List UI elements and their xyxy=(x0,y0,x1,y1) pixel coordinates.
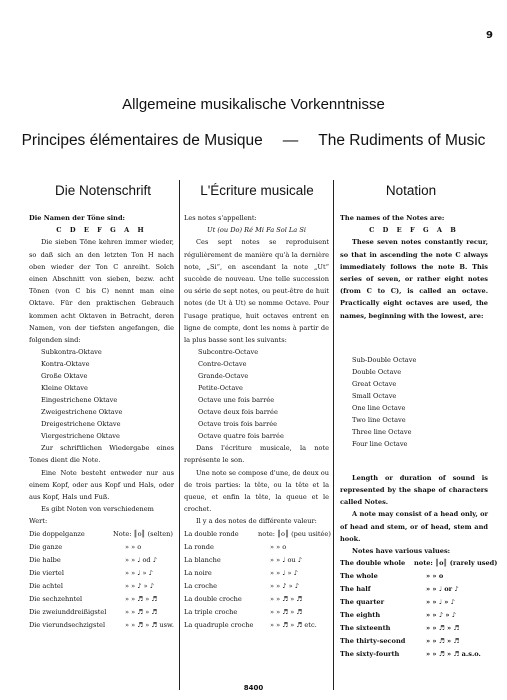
octave-name: Octave trois fois barrée xyxy=(198,420,278,429)
note-symbol: » » ♬ » ♬ xyxy=(125,594,158,603)
octave-name: Three line Octave xyxy=(352,427,412,436)
note-letters: Ut (ou Do) Ré Mi Fa Sol La Si xyxy=(207,226,306,235)
octave-name: Große Oktave xyxy=(41,372,88,381)
octave-name: Great Octave xyxy=(352,379,397,388)
paragraph-octave: Ces sept notes se reproduisent régulièrement de manière qu'à la dernière note, „Si“, en ascendant la note „Ut“ succède de nouveau. Une telle succession ou série de sept notes, ou peut-être de huit notes (de Ut à Ut) se nomme Octave. Pour l'usage pratique, huit octaves entrent en ligne de compte, dont les noms à partir de la plus basse sont les suivants: xyxy=(184,238,329,345)
note-symbol: note: ║o║ (rarely used) xyxy=(414,559,498,568)
title-french: Principes élémentaires de Musique xyxy=(21,132,263,149)
note-value-name: La blanche xyxy=(184,555,221,564)
note-symbol: » » ♩ or ♪ xyxy=(426,585,459,594)
title-german: Allgemeine musikalische Vorkenntnisse xyxy=(122,96,385,113)
column-english xyxy=(340,212,498,661)
paragraph-parts: Eine Note besteht entweder nur aus einem Kopf, oder aus Kopf und Hals, oder aus Kopf, Hals und Fuß. xyxy=(29,468,174,502)
column-divider-2 xyxy=(333,180,334,690)
note-value-name: Die ganze xyxy=(29,542,63,551)
note-value-name: The double whole xyxy=(340,559,406,568)
paragraph-parts: Une note se compose d'une, de deux ou de trois parties: la tête, ou la tête et la queue, et enfin la tête, la queue et le crochet. xyxy=(184,468,329,514)
note-symbol: » » ♩ ou ♪ xyxy=(270,555,302,564)
octave-name: Double Octave xyxy=(352,367,402,376)
note-symbol: » » ♬ » ♬ usw. xyxy=(125,620,174,629)
note-symbol: » » o xyxy=(125,542,142,551)
note-symbol: » » ♬ » ♬ xyxy=(426,637,460,646)
note-symbol: » » ♬ » ♬ xyxy=(125,607,158,616)
octave-name: Eingestrichene Oktave xyxy=(41,396,118,405)
note-symbol: » » ♬ » ♬ xyxy=(270,594,303,603)
note-value-name: The thirty-second xyxy=(340,637,406,646)
octave-name: Sub-Double Octave xyxy=(352,355,417,364)
note-value-name: Die zweiunddreißigstel xyxy=(29,607,107,616)
octave-name: Kontra-Oktave xyxy=(41,360,90,369)
octave-name: One line Octave xyxy=(352,403,406,412)
note-value-name: The sixty-fourth xyxy=(340,650,400,659)
octave-name: Four line Octave xyxy=(352,439,408,448)
octave-name: Subcontre-Octave xyxy=(198,348,259,357)
note-value-name: La croche xyxy=(184,581,218,590)
note-value-name: Die achtel xyxy=(29,581,63,590)
note-value-name: Die halbe xyxy=(29,555,61,564)
note-symbol: » » ♬ » ♬ etc. xyxy=(270,620,317,629)
page-number: 9 xyxy=(486,30,493,41)
note-value-name: La noire xyxy=(184,568,212,577)
octave-name: Zweigestrichene Oktave xyxy=(41,408,123,417)
note-symbol: » » ♬ » ♬ xyxy=(270,607,303,616)
octave-name: Subkontra-Oktave xyxy=(41,348,102,357)
note-symbol: » » ♬ » ♬ a.s.o. xyxy=(426,650,481,659)
plate-number: 8400 xyxy=(243,684,264,692)
paragraph-note: Zur schriftlichen Wiedergabe eines Tones dient die Note. xyxy=(29,444,174,465)
note-symbol: » » ♩ » ♪ xyxy=(125,568,153,577)
paragraph-octave: These seven notes constantly recur, so that in ascending the note C always immediately follows the note B. This series of seven, or rather eight notes (from C to C), is called an octave. Practically eight octaves are used, the names, beginning with the lowest, are: xyxy=(340,238,488,320)
note-symbol: » » ♪ » ♪ xyxy=(125,581,154,590)
names-intro: Les notes s'appellent: xyxy=(184,214,257,222)
note-symbol: » » ♪ » ♪ xyxy=(426,611,456,620)
note-value-name: The half xyxy=(340,585,371,594)
heading-french: L'Écriture musicale xyxy=(200,183,314,198)
title-line xyxy=(0,132,507,150)
note-values-list xyxy=(340,557,498,661)
column-french xyxy=(184,212,329,632)
note-value-name: La triple croche xyxy=(184,607,238,616)
octave-name: Contre-Octave xyxy=(198,360,247,369)
column-divider-1 xyxy=(179,180,180,690)
note-value-name: La ronde xyxy=(184,542,214,551)
note-values-list xyxy=(29,528,174,632)
heading-english: Notation xyxy=(385,183,437,198)
note-value-name: The eighth xyxy=(340,611,381,620)
note-value-name: The sixteenth xyxy=(340,624,391,633)
note-symbol: » » ♩ od ♪ xyxy=(125,555,157,564)
note-value-name: La quadruple croche xyxy=(184,620,254,629)
values-intro: Il y a des notes de différente valeur: xyxy=(196,517,317,526)
note-value-name: La double ronde xyxy=(184,529,239,538)
octave-name: Viergestrichene Oktave xyxy=(41,432,120,441)
note-value-name: Die vierundsechzigstel xyxy=(29,620,106,629)
octave-name: Grande-Octave xyxy=(198,372,249,381)
names-intro: The names of the Notes are: xyxy=(340,214,445,222)
note-value-name: The whole xyxy=(340,572,378,581)
note-symbol: » » ♩ » ♪ xyxy=(426,598,455,607)
note-symbol: note: ║o║ (peu usitée) xyxy=(258,529,331,538)
values-intro: Notes have various values: xyxy=(352,547,451,556)
paragraph-note: Length or duration of sound is represented by the shape of characters called Notes. xyxy=(340,473,488,507)
note-values-list xyxy=(184,528,329,632)
note-symbol: » » ♬ » ♬ xyxy=(426,624,460,633)
note-value-name: Die doppelganze xyxy=(29,529,85,538)
octave-name: Two line Octave xyxy=(352,415,406,424)
heading-german: Die Notenschrift xyxy=(54,183,152,198)
names-intro: Die Namen der Töne sind: xyxy=(29,214,125,222)
note-value-name: The quarter xyxy=(340,598,385,607)
note-value-name: La double croche xyxy=(184,594,242,603)
octave-name: Kleine Oktave xyxy=(41,384,88,393)
octave-name: Petite-Octave xyxy=(198,384,243,393)
octave-name: Octave deux fois barrée xyxy=(198,408,278,417)
note-letters: C D E F G A H xyxy=(56,226,147,235)
note-letters: C D E F G A B xyxy=(369,226,459,235)
column-german xyxy=(29,212,174,632)
values-intro: Es gibt Noten von verschiedenem Wert: xyxy=(29,505,154,526)
paragraph-octave: Die sieben Töne kehren immer wieder, so daß sich an den letzten Ton H nach oben wieder der Ton C anreiht. Solch einen Abschnitt von sieben, bezw. acht Tönen (von C bis C) nennt man eine Oktave. Für den praktischen Gebrauch kommen acht Oktaven in Betracht, deren Namen, von der tiefsten angefangen, die folgenden sind: xyxy=(29,238,174,345)
note-symbol: » » ♩ » ♪ xyxy=(270,568,298,577)
note-symbol: » » ♪ » ♪ xyxy=(270,581,299,590)
title-english: The Rudiments of Music xyxy=(318,132,486,149)
note-value-name: Die viertel xyxy=(29,568,64,577)
octave-name: Dreigestrichene Oktave xyxy=(41,420,121,429)
octave-name: Octave une fois barrée xyxy=(198,396,275,405)
paragraph-note: Dans l'écriture musicale, la note représente le son. xyxy=(184,444,329,465)
paragraph-parts: A note may consist of a head only, or of head and stem, or of head, stem and hook. xyxy=(340,510,488,543)
note-symbol: » » o xyxy=(426,572,444,581)
note-symbol: » » o xyxy=(270,542,287,551)
note-value-name: Die sechzehntel xyxy=(29,594,83,603)
octave-name: Small Octave xyxy=(352,391,397,400)
octave-name: Octave quatre fois barrée xyxy=(198,432,284,441)
note-symbol: Note: ║o║ (selten) xyxy=(113,529,173,538)
title-dash: — xyxy=(282,132,299,149)
